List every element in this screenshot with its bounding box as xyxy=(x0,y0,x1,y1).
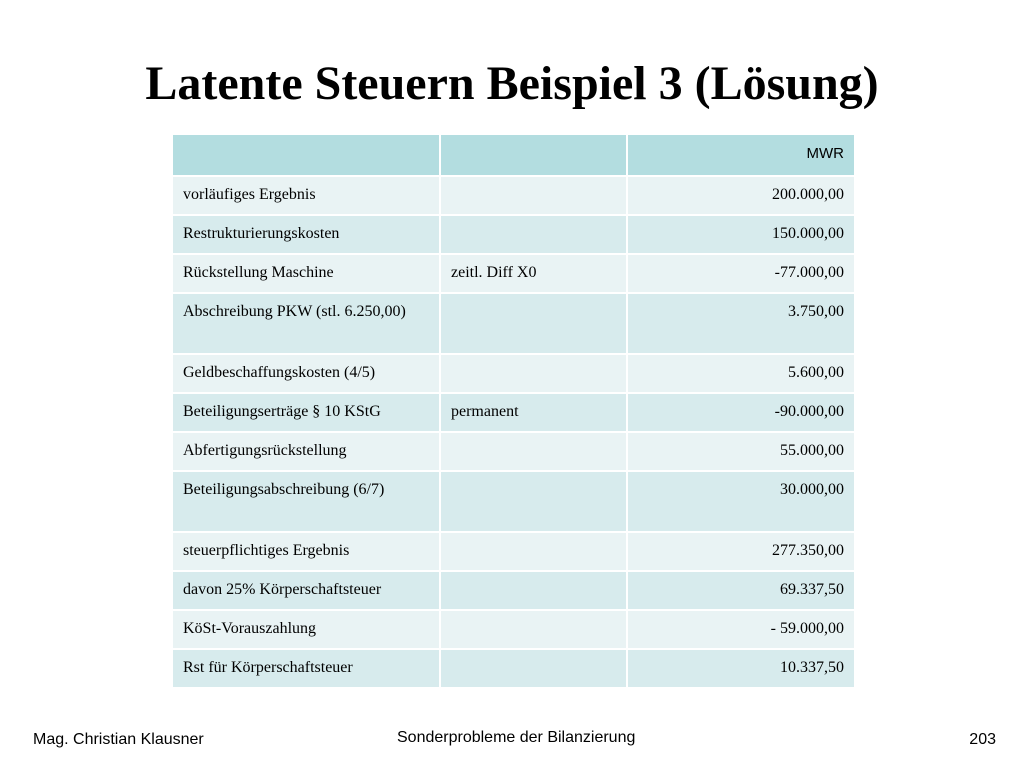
row-note xyxy=(440,293,627,354)
row-label: Restrukturierungskosten xyxy=(172,215,440,254)
header-cell-note xyxy=(440,134,627,176)
row-note xyxy=(440,532,627,571)
row-value: 200.000,00 xyxy=(627,176,855,215)
slide-title: Latente Steuern Beispiel 3 (Lösung) xyxy=(145,57,879,110)
row-value: 277.350,00 xyxy=(627,532,855,571)
table-row xyxy=(172,471,855,532)
row-value: 30.000,00 xyxy=(627,471,855,532)
table-row xyxy=(172,293,855,354)
footer-page-number: 203 xyxy=(969,731,996,748)
row-value: 5.600,00 xyxy=(627,354,855,393)
row-label: Abschreibung PKW (stl. 6.250,00) xyxy=(172,293,440,354)
row-value: 3.750,00 xyxy=(627,293,855,354)
row-note xyxy=(440,432,627,471)
table-row xyxy=(172,571,855,610)
row-note xyxy=(440,215,627,254)
table-row xyxy=(172,393,855,432)
footer-author: Mag. Christian Klausner xyxy=(33,731,204,748)
row-value: 150.000,00 xyxy=(627,215,855,254)
row-note xyxy=(440,610,627,649)
row-label: KöSt-Vorauszahlung xyxy=(172,610,440,649)
table-row xyxy=(172,176,855,215)
table-header-row xyxy=(172,134,855,176)
row-note xyxy=(440,354,627,393)
header-cell-mwr: MWR xyxy=(627,134,855,176)
row-label: Abfertigungsrückstellung xyxy=(172,432,440,471)
row-label: davon 25% Körperschaftsteuer xyxy=(172,571,440,610)
row-value: -90.000,00 xyxy=(627,393,855,432)
tax-calculation-table xyxy=(171,133,856,689)
table-row xyxy=(172,354,855,393)
row-value: 69.337,50 xyxy=(627,571,855,610)
table-row xyxy=(172,432,855,471)
row-label: steuerpflichtiges Ergebnis xyxy=(172,532,440,571)
row-value: 10.337,50 xyxy=(627,649,855,688)
row-note: zeitl. Diff X0 xyxy=(440,254,627,293)
header-cell-label xyxy=(172,134,440,176)
table-row xyxy=(172,649,855,688)
row-value: -77.000,00 xyxy=(627,254,855,293)
row-value: - 59.000,00 xyxy=(627,610,855,649)
row-note xyxy=(440,649,627,688)
row-note xyxy=(440,471,627,532)
table-row xyxy=(172,532,855,571)
row-label: Rückstellung Maschine xyxy=(172,254,440,293)
row-note xyxy=(440,571,627,610)
table-row xyxy=(172,215,855,254)
row-label: Rst für Körperschaftsteuer xyxy=(172,649,440,688)
row-label: Beteiligungserträge § 10 KStG xyxy=(172,393,440,432)
row-label: Beteiligungsabschreibung (6/7) xyxy=(172,471,440,532)
row-note xyxy=(440,176,627,215)
row-label: Geldbeschaffungskosten (4/5) xyxy=(172,354,440,393)
table-row xyxy=(172,254,855,293)
row-note: permanent xyxy=(440,393,627,432)
table-row xyxy=(172,610,855,649)
footer-topic: Sonderprobleme der Bilanzierung xyxy=(397,729,636,746)
row-label: vorläufiges Ergebnis xyxy=(172,176,440,215)
row-value: 55.000,00 xyxy=(627,432,855,471)
